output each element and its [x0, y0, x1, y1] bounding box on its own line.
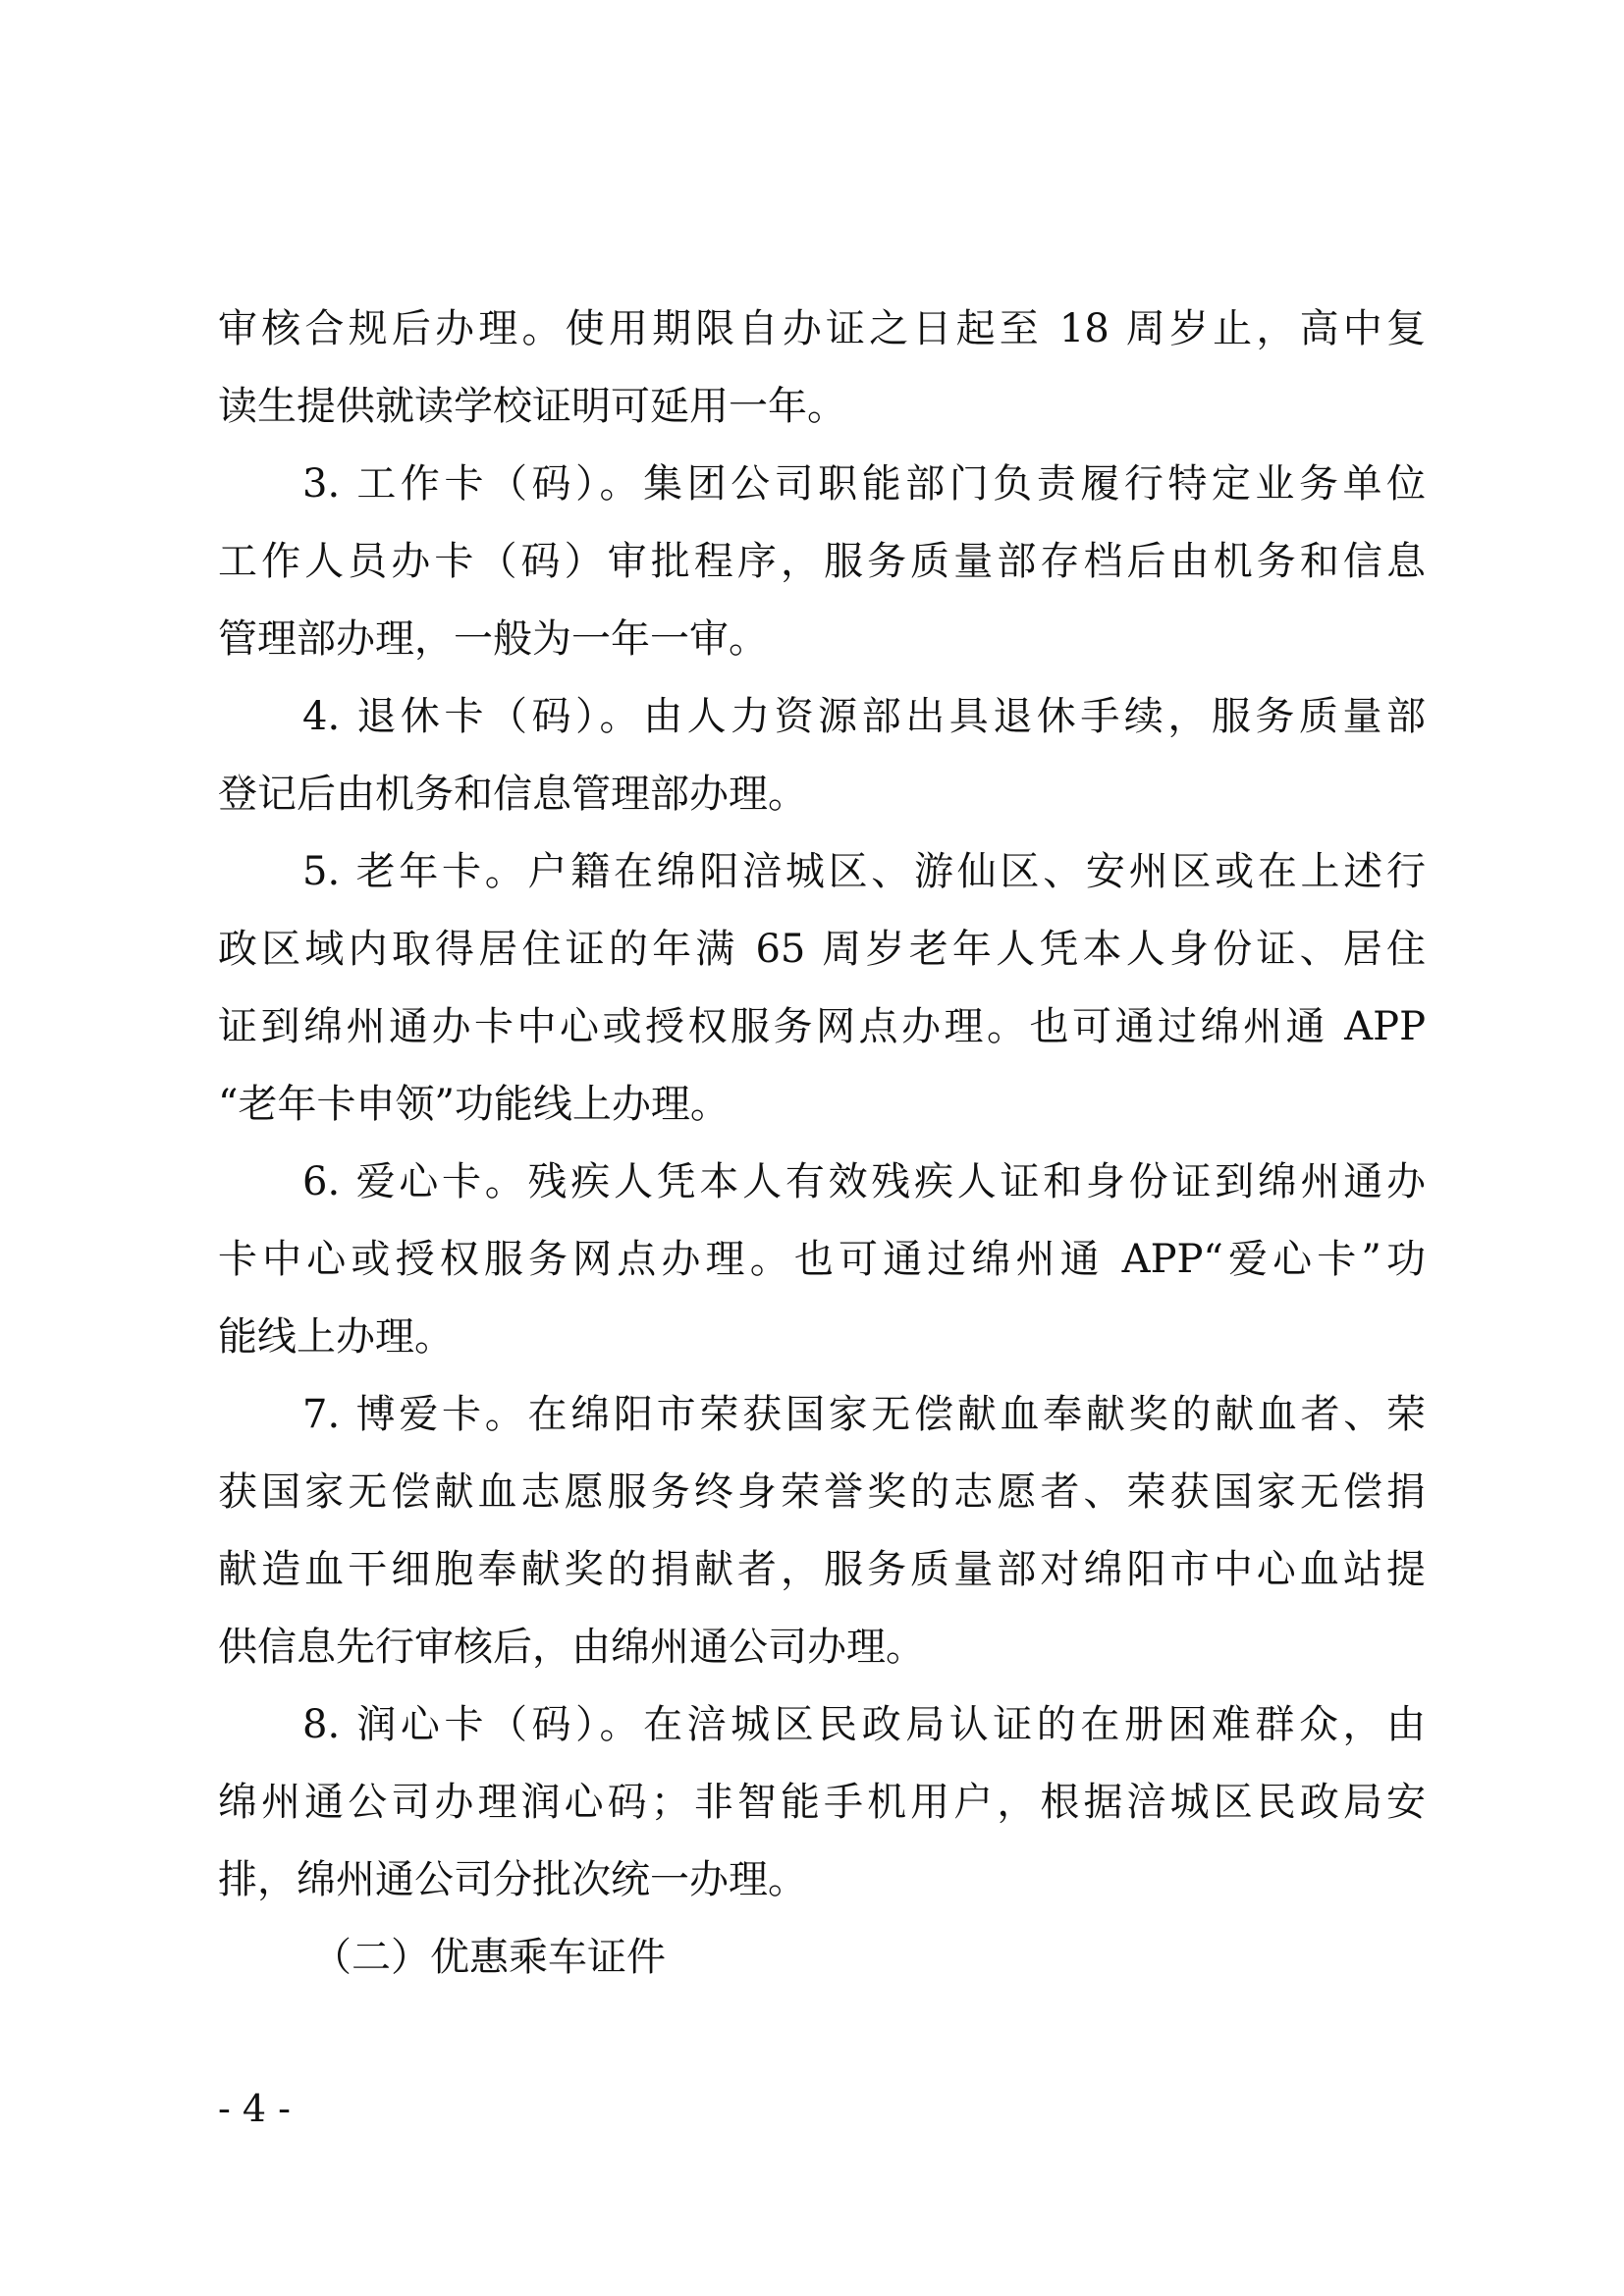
item-5-heading-line: 5. 老年卡。户籍在绵阳涪城区、游仙区、安州区或在上述行 — [302, 849, 1426, 894]
text-line: 卡中心或授权服务网点办理。也可通过绵州通 APP“爱心卡”功 — [218, 1237, 1426, 1282]
text-line: 登记后由机务和信息管理部办理。 — [218, 772, 807, 817]
text-line: 获国家无偿献血志愿服务终身荣誉奖的志愿者、荣获国家无偿捐 — [218, 1469, 1426, 1515]
text-line: 供信息先行审核后，由绵州通公司办理。 — [218, 1625, 925, 1670]
text-line: 献造血干细胞奉献奖的捐献者，服务质量部对绵阳市中心血站提 — [218, 1547, 1426, 1592]
text-line: 能线上办理。 — [218, 1314, 454, 1360]
item-4-heading-line: 4. 退休卡（码）。由人力资源部出具退休手续，服务质量部 — [302, 694, 1426, 739]
text-line: 审核合规后办理。使用期限自办证之日起至 18 周岁止，高中复 — [218, 306, 1426, 351]
text-line: 排，绵州通公司分批次统一办理。 — [218, 1857, 807, 1902]
section-subheading: （二）优惠乘车证件 — [312, 1935, 666, 1980]
page-number: - 4 - — [218, 2087, 292, 2130]
text-line: “老年卡申领”功能线上办理。 — [218, 1082, 730, 1127]
item-6-heading-line: 6. 爱心卡。残疾人凭本人有效残疾人证和身份证到绵州通办 — [302, 1159, 1426, 1204]
document-body — [218, 291, 1426, 1997]
item-7-heading-line: 7. 博爱卡。在绵阳市荣获国家无偿献血奉献奖的献血者、荣 — [302, 1392, 1426, 1437]
text-line: 工作人员办卡（码）审批程序，服务质量部存档后由机务和信息 — [218, 539, 1426, 584]
text-line: 证到绵州通办卡中心或授权服务网点办理。也可通过绵州通 APP — [218, 1004, 1426, 1049]
text-line: 绵州通公司办理润心码；非智能手机用户，根据涪城区民政局安 — [218, 1780, 1426, 1825]
item-8-heading-line: 8. 润心卡（码）。在涪城区民政局认证的在册困难群众，由 — [302, 1702, 1426, 1747]
text-line: 政区域内取得居住证的年满 65 周岁老年人凭本人身份证、居住 — [218, 927, 1426, 972]
item-3-heading-line: 3. 工作卡（码）。集团公司职能部门负责履行特定业务单位 — [302, 461, 1426, 507]
text-line: 读生提供就读学校证明可延用一年。 — [218, 384, 846, 429]
text-line: 管理部办理，一般为一年一审。 — [218, 616, 768, 662]
